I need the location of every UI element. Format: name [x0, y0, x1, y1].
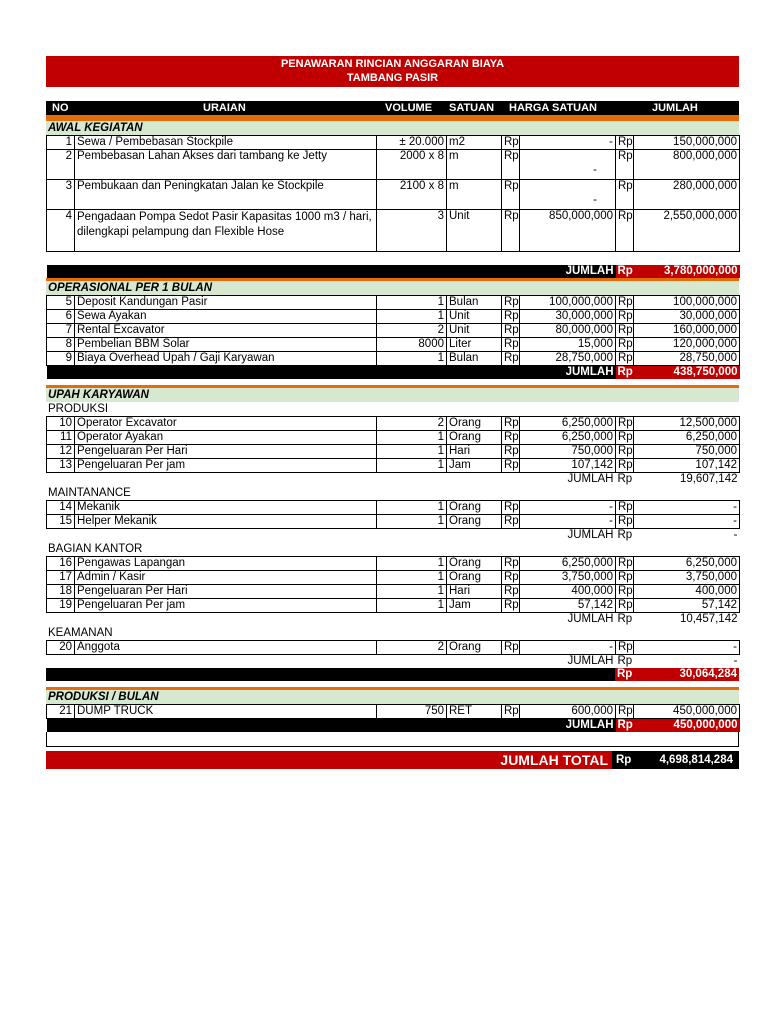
subtotal-label: JUMLAH — [567, 529, 614, 541]
uraian-cell: Pengawas Lapangan — [75, 557, 377, 571]
no-cell: 5 — [47, 296, 75, 310]
harga-cell: 28,750,000 — [520, 352, 616, 366]
table-row — [47, 641, 740, 655]
satuan-cell: Orang — [447, 641, 502, 655]
section-total-row — [47, 265, 740, 278]
jumlah-cell: 160,000,000 — [634, 324, 740, 338]
satuan-cell: Orang — [447, 431, 502, 445]
currency-cell: Rp — [502, 150, 520, 180]
jumlah-cell: - — [634, 515, 740, 529]
jumlah-cell: 3,750,000 — [634, 571, 740, 585]
uraian-cell: Pengadaan Pompa Sedot Pasir Kapasitas 1000 m3 / hari, dilengkapi pelampung dan Flexible Hose — [75, 210, 377, 252]
no-cell: 6 — [47, 310, 75, 324]
jumlah-cell: 400,000 — [634, 585, 740, 599]
harga-cell: 15,000 — [520, 338, 616, 352]
table-row — [47, 599, 740, 613]
jumlah-cell: 28,750,000 — [634, 352, 740, 366]
volume-cell: 1 — [377, 296, 447, 310]
uraian-cell: Biaya Overhead Upah / Gaji Karyawan — [75, 352, 377, 366]
currency-cell: Rp — [617, 668, 633, 680]
harga-cell: 3,750,000 — [520, 571, 616, 585]
table-row — [47, 210, 740, 252]
currency-cell: Rp — [616, 515, 634, 529]
currency-cell: Rp — [616, 180, 634, 210]
currency-cell: Rp — [502, 310, 520, 324]
volume-cell: 1 — [377, 501, 447, 515]
satuan-cell: m2 — [447, 136, 502, 150]
subtotal-label: JUMLAH — [567, 655, 614, 667]
subtotal-value: - — [733, 655, 738, 667]
group-label: PRODUKSI — [48, 403, 109, 415]
satuan-cell: Orang — [447, 417, 502, 431]
uraian-cell: Pengeluaran Per jam — [75, 599, 377, 613]
uraian-cell: Admin / Kasir — [75, 571, 377, 585]
no-cell: 21 — [47, 705, 75, 719]
harga-cell: 600,000 — [520, 705, 616, 719]
currency-cell: Rp — [502, 515, 520, 529]
jumlah-cell: 450,000,000 — [634, 705, 740, 719]
jumlah-cell: 107,142 — [634, 459, 740, 473]
harga-cell: - — [520, 150, 616, 180]
satuan-cell: m — [447, 150, 502, 180]
section-total-row — [47, 366, 740, 380]
table-row — [47, 557, 740, 571]
satuan-cell: Orang — [447, 501, 502, 515]
currency-cell: Rp — [617, 265, 633, 277]
uraian-cell: Pembukaan dan Peningkatan Jalan ke Stockpile — [75, 180, 377, 210]
volume-cell: 2 — [377, 641, 447, 655]
no-cell: 10 — [47, 417, 75, 431]
volume-cell: 2000 x 8 — [377, 150, 447, 180]
table-row — [47, 180, 740, 210]
volume-cell: 1 — [377, 515, 447, 529]
currency-cell: Rp — [502, 501, 520, 515]
table-row — [47, 296, 740, 310]
currency-cell: Rp — [616, 417, 634, 431]
section-total-label: JUMLAH — [565, 366, 614, 378]
table-row — [47, 705, 740, 719]
harga-cell: 400,000 — [520, 585, 616, 599]
uraian-cell: Pengeluaran Per Hari — [75, 445, 377, 459]
volume-cell: 1 — [377, 585, 447, 599]
volume-cell: 1 — [377, 431, 447, 445]
currency-cell: Rp — [616, 296, 634, 310]
volume-cell: 1 — [377, 445, 447, 459]
currency-cell: Rp — [502, 180, 520, 210]
table-body — [46, 121, 739, 747]
volume-cell: 750 — [377, 705, 447, 719]
uraian-cell: Pengeluaran Per jam — [75, 459, 377, 473]
currency-cell: Rp — [616, 150, 634, 180]
jumlah-cell: 800,000,000 — [634, 150, 740, 180]
satuan-cell: Bulan — [447, 352, 502, 366]
volume-cell: 1 — [377, 459, 447, 473]
section-total-value: 450,000,000 — [634, 719, 740, 733]
group-label: BAGIAN KANTOR — [48, 543, 143, 555]
no-cell: 4 — [47, 210, 75, 252]
currency-cell: Rp — [502, 210, 520, 252]
harga-cell: - — [520, 515, 616, 529]
col-volume: VOLUME — [385, 102, 433, 114]
satuan-cell: Jam — [447, 599, 502, 613]
jumlah-cell: 12,500,000 — [634, 417, 740, 431]
section-total-row — [46, 668, 739, 681]
jumlah-cell: 57,142 — [634, 599, 740, 613]
currency-cell: Rp — [616, 210, 634, 252]
satuan-cell: Unit — [447, 310, 502, 324]
jumlah-cell: 6,250,000 — [634, 431, 740, 445]
title-line-2: TAMBANG PASIR — [346, 72, 439, 84]
jumlah-cell: 120,000,000 — [634, 338, 740, 352]
harga-cell: - — [520, 136, 616, 150]
currency-cell: Rp — [616, 459, 634, 473]
satuan-cell: Jam — [447, 459, 502, 473]
table-row — [47, 445, 740, 459]
group-label: MAINTANANCE — [48, 487, 131, 499]
no-cell: 1 — [47, 136, 75, 150]
harga-cell: - — [520, 180, 616, 210]
no-cell: 16 — [47, 557, 75, 571]
table-row — [47, 431, 740, 445]
currency-cell: Rp — [616, 310, 634, 324]
no-cell: 9 — [47, 352, 75, 366]
harga-cell: 107,142 — [520, 459, 616, 473]
currency-cell: Rp — [616, 705, 634, 719]
currency-cell: Rp — [616, 431, 634, 445]
currency-cell: Rp — [616, 571, 634, 585]
title-line-1: PENAWARAN RINCIAN ANGGARAN BIAYA — [280, 58, 505, 70]
uraian-cell: Rental Excavator — [75, 324, 377, 338]
no-cell: 15 — [47, 515, 75, 529]
section-total-value: 30,064,284 — [633, 668, 739, 681]
col-no: NO — [52, 102, 69, 114]
harga-cell: 100,000,000 — [520, 296, 616, 310]
section-upah-karyawan: UPAH KARYAWAN — [46, 388, 739, 402]
jumlah-cell: 100,000,000 — [634, 296, 740, 310]
subtotal-value: - — [733, 529, 738, 541]
jumlah-cell: 30,000,000 — [634, 310, 740, 324]
satuan-cell: Orang — [447, 557, 502, 571]
section-total-value: 438,750,000 — [634, 366, 740, 380]
harga-cell: 6,250,000 — [520, 557, 616, 571]
currency-cell: Rp — [502, 705, 520, 719]
currency-cell: Rp — [617, 655, 633, 667]
harga-cell: - — [520, 641, 616, 655]
harga-cell: 6,250,000 — [520, 431, 616, 445]
volume-cell: 1 — [377, 352, 447, 366]
jumlah-cell: 150,000,000 — [634, 136, 740, 150]
harga-cell: 6,250,000 — [520, 417, 616, 431]
table-row — [47, 501, 740, 515]
no-cell: 14 — [47, 501, 75, 515]
table-row — [47, 352, 740, 366]
volume-cell: ± 20.000 — [377, 136, 447, 150]
subtotal-row — [47, 473, 740, 487]
jumlah-cell: 750,000 — [634, 445, 740, 459]
satuan-cell: Unit — [447, 210, 502, 252]
subtotal-row — [47, 655, 740, 669]
blank-row — [46, 732, 739, 747]
column-header-row — [46, 101, 739, 115]
section-total-row — [47, 719, 740, 733]
jumlah-cell: 2,550,000,000 — [634, 210, 740, 252]
subtotal-row — [47, 613, 740, 627]
volume-cell: 1 — [377, 557, 447, 571]
budget-sheet — [46, 56, 739, 769]
currency-cell: Rp — [617, 613, 633, 625]
volume-cell: 1 — [377, 599, 447, 613]
subtotal-value: 10,457,142 — [679, 613, 738, 625]
subtotal-label: JUMLAH — [567, 613, 614, 625]
satuan-cell: Unit — [447, 324, 502, 338]
uraian-cell: Anggota — [75, 641, 377, 655]
satuan-cell: Bulan — [447, 296, 502, 310]
table-row — [47, 310, 740, 324]
currency-cell: Rp — [617, 473, 633, 485]
harga-cell: 750,000 — [520, 445, 616, 459]
section-total-value: 3,780,000,000 — [634, 265, 740, 278]
currency-cell: Rp — [616, 557, 634, 571]
no-cell: 8 — [47, 338, 75, 352]
currency-cell: Rp — [502, 136, 520, 150]
uraian-cell: Deposit Kandungan Pasir — [75, 296, 377, 310]
uraian-cell: Operator Ayakan — [75, 431, 377, 445]
currency-label: Rp — [616, 754, 632, 766]
uraian-cell: Pembebasan Lahan Akses dari tambang ke Jetty — [75, 150, 377, 180]
no-cell: 17 — [47, 571, 75, 585]
currency-cell: Rp — [502, 431, 520, 445]
table-row — [47, 515, 740, 529]
volume-cell: 2 — [377, 417, 447, 431]
currency-cell: Rp — [616, 445, 634, 459]
section-awal-kegiatan: AWAL KEGIATAN — [46, 121, 739, 135]
currency-cell: Rp — [616, 501, 634, 515]
uraian-cell: Pengeluaran Per Hari — [75, 585, 377, 599]
currency-cell: Rp — [502, 352, 520, 366]
currency-cell: Rp — [502, 296, 520, 310]
currency-cell: Rp — [502, 338, 520, 352]
currency-cell: Rp — [616, 136, 634, 150]
table-row — [47, 417, 740, 431]
currency-cell: Rp — [616, 641, 634, 655]
currency-cell: Rp — [617, 719, 633, 731]
table-row — [47, 324, 740, 338]
currency-cell: Rp — [616, 599, 634, 613]
section-produksi-bulan: PRODUKSI / BULAN — [46, 690, 739, 704]
no-cell: 11 — [47, 431, 75, 445]
table-row — [47, 459, 740, 473]
uraian-cell: Operator Excavator — [75, 417, 377, 431]
grand-total-bar — [46, 751, 739, 769]
currency-cell: Rp — [502, 599, 520, 613]
harga-cell: 850,000,000 — [520, 210, 616, 252]
table-row — [47, 585, 740, 599]
col-harga: HARGA SATUAN — [509, 102, 597, 114]
currency-cell: Rp — [616, 585, 634, 599]
jumlah-cell: - — [634, 501, 740, 515]
no-cell: 18 — [47, 585, 75, 599]
uraian-cell: Sewa / Pembebasan Stockpile — [75, 136, 377, 150]
subtotal-label: JUMLAH — [567, 473, 614, 485]
no-cell: 13 — [47, 459, 75, 473]
no-cell: 2 — [47, 150, 75, 180]
currency-cell: Rp — [616, 338, 634, 352]
currency-cell: Rp — [502, 459, 520, 473]
grand-total-value-cell — [612, 751, 739, 769]
satuan-cell: RET — [447, 705, 502, 719]
grand-total-label: JUMLAH TOTAL — [46, 751, 612, 769]
volume-cell: 1 — [377, 571, 447, 585]
col-satuan: SATUAN — [449, 102, 495, 114]
satuan-cell: m — [447, 180, 502, 210]
currency-cell: Rp — [502, 417, 520, 431]
no-cell: 7 — [47, 324, 75, 338]
harga-cell: 30,000,000 — [520, 310, 616, 324]
currency-cell: Rp — [502, 324, 520, 338]
currency-cell: Rp — [502, 445, 520, 459]
currency-cell: Rp — [617, 529, 633, 541]
satuan-cell: Orang — [447, 515, 502, 529]
currency-cell: Rp — [502, 557, 520, 571]
section-operasional: OPERASIONAL PER 1 BULAN — [46, 281, 739, 295]
volume-cell: 8000 — [377, 338, 447, 352]
currency-cell: Rp — [617, 366, 633, 378]
no-cell: 20 — [47, 641, 75, 655]
table-row — [47, 571, 740, 585]
subtotal-value: 19,607,142 — [679, 473, 738, 485]
table-row — [47, 136, 740, 150]
volume-cell: 1 — [377, 310, 447, 324]
group-label: KEAMANAN — [48, 627, 113, 639]
harga-cell: 57,142 — [520, 599, 616, 613]
satuan-cell: Hari — [447, 445, 502, 459]
volume-cell: 2100 x 8 — [377, 180, 447, 210]
section-total-label: JUMLAH — [565, 719, 614, 731]
currency-cell: Rp — [502, 571, 520, 585]
volume-cell: 2 — [377, 324, 447, 338]
no-cell: 3 — [47, 180, 75, 210]
uraian-cell: Mekanik — [75, 501, 377, 515]
document-title — [46, 56, 739, 87]
uraian-cell: DUMP TRUCK — [75, 705, 377, 719]
col-uraian: URAIAN — [203, 102, 246, 114]
satuan-cell: Hari — [447, 585, 502, 599]
satuan-cell: Liter — [447, 338, 502, 352]
currency-cell: Rp — [616, 352, 634, 366]
satuan-cell: Orang — [447, 571, 502, 585]
no-cell: 19 — [47, 599, 75, 613]
uraian-cell: Helper Mekanik — [75, 515, 377, 529]
no-cell: 12 — [47, 445, 75, 459]
section-total-label: JUMLAH — [565, 265, 614, 277]
harga-cell: - — [520, 501, 616, 515]
jumlah-cell: 280,000,000 — [634, 180, 740, 210]
uraian-cell: Pembelian BBM Solar — [75, 338, 377, 352]
grand-total-value: 4,698,814,284 — [659, 754, 733, 766]
table-row — [47, 150, 740, 180]
uraian-cell: Sewa Ayakan — [75, 310, 377, 324]
col-jumlah: JUMLAH — [652, 102, 698, 114]
volume-cell: 3 — [377, 210, 447, 252]
currency-cell: Rp — [502, 585, 520, 599]
currency-cell: Rp — [502, 641, 520, 655]
currency-cell: Rp — [616, 324, 634, 338]
jumlah-cell: 6,250,000 — [634, 557, 740, 571]
table-row — [47, 338, 740, 352]
harga-cell: 80,000,000 — [520, 324, 616, 338]
subtotal-row — [47, 529, 740, 543]
jumlah-cell: - — [634, 641, 740, 655]
